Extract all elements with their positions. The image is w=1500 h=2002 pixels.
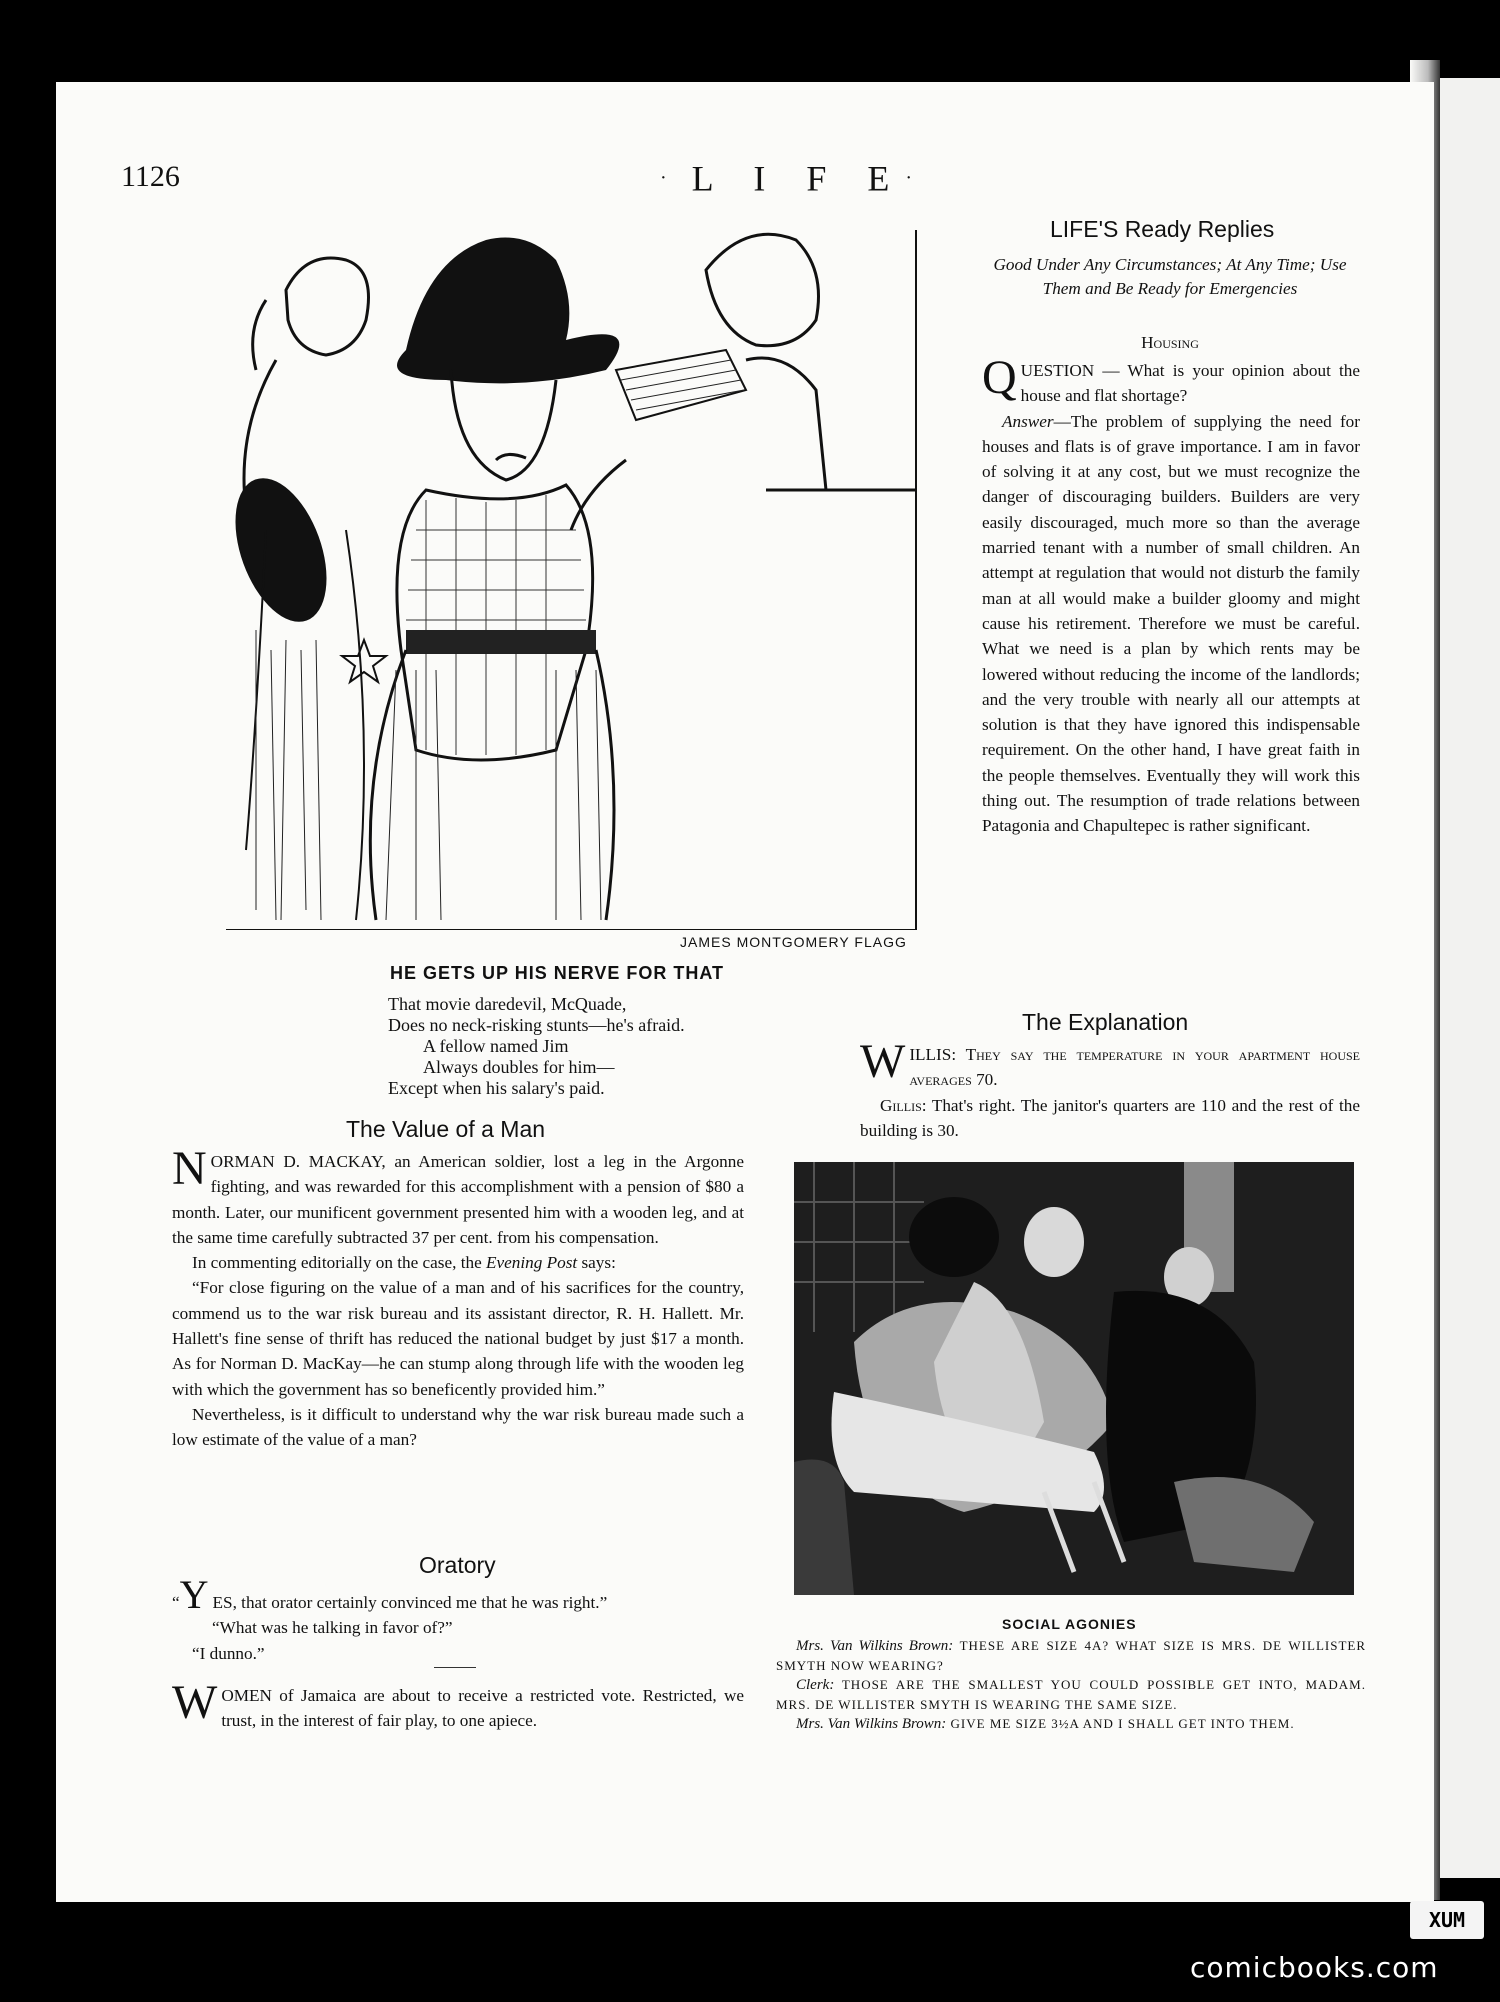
- ready-replies-subtitle: Good Under Any Circumstances; At Any Time; Use Them and Be Ready for Emergencies: [993, 255, 1347, 298]
- dialog-line: [776, 1675, 1366, 1714]
- oratory-line: “I dunno.”: [192, 1643, 265, 1663]
- newspaper-name: Evening Post: [486, 1253, 578, 1273]
- masthead: · L I F E·: [660, 158, 912, 199]
- dropcap: W: [172, 1676, 218, 1729]
- dialog-line: [776, 1636, 1366, 1675]
- cartoon-poem: [388, 994, 685, 1099]
- oratory-body: [172, 1572, 744, 1666]
- oratory-line: “What was he talking in favor of?”: [212, 1618, 453, 1638]
- quote-mark: “: [172, 1593, 180, 1612]
- dialog-text: THESE ARE SIZE 4A? WHAT SIZE IS MRS. DE WILLISTER SMYTH NOW WEARING?: [776, 1638, 1367, 1673]
- paragraph-text: OMEN of Jamaica are about to receive a restricted vote. Restricted, we trust, in the interest of fair play, to one apiece.: [221, 1686, 744, 1731]
- cartoon-illustration: [226, 230, 918, 930]
- dialog-text: THOSE ARE THE SMALLEST YOU COULD POSSIBLE GET INTO, MADAM. MRS. DE WILLISTER SMYTH IS WEARING THE SAME SIZE.: [776, 1677, 1366, 1712]
- watermark: comicbooks.com: [1190, 1951, 1439, 1984]
- paragraph-text: In commenting editorially on the case, the: [192, 1253, 487, 1273]
- dialog-text: ILLIS: They say the temperature in your apartment house averages 70.: [909, 1045, 1360, 1090]
- masthead-title: L I F E: [691, 158, 906, 199]
- poem-line: That movie daredevil, McQuade,: [388, 994, 627, 1014]
- ready-replies-body: [982, 351, 1360, 839]
- paragraph: [172, 1250, 744, 1275]
- answer-text: —The problem of supplying the need for houses and flats is of grave importance. I am in favor of solving it at any cost, but we must recognize the danger of discouraging builders. Builders are very easily discouraged, much more so than the average married tenant with a number of small children. An attempt at regulation that would not disturb the family man at all would make a builder gloomy and might cause his retirement. Therefore we must be careful. What we need is a plan by which rents may be lowered without reducing the income of the landlords; and the very trouble with nearly all our attempts at solution is that they have ignored this indispensable requirement. On the other hand, I have great faith in the people themselves. Eventually they will work this thing out. The resumption of trade relations between Patagonia and Chapultepec is rather significant.: [982, 411, 1360, 836]
- paragraph: Nevertheless, is it difficult to understand why the war risk bureau made such a low estimate of the value of a man?: [172, 1404, 744, 1450]
- section-divider: [434, 1667, 476, 1668]
- question: [982, 351, 1360, 409]
- paragraph-text: says:: [577, 1253, 616, 1273]
- cartoon-caption: HE GETS UP HIS NERVE FOR THAT: [390, 963, 725, 983]
- dropcap: W: [860, 1035, 906, 1088]
- social-agonies-illustration: [794, 1162, 1354, 1595]
- paragraph: [172, 1142, 744, 1250]
- dialog-text: : That's right. The janitor's quarters are 110 and the rest of the building is 30.: [860, 1095, 1360, 1140]
- poem-line: Except when his salary's paid.: [388, 1078, 605, 1098]
- speaker-name: Clerk:: [796, 1677, 835, 1693]
- women-paragraph: [172, 1676, 744, 1734]
- ready-replies-section: Housing: [1141, 333, 1199, 352]
- oratory-text: ES, that orator certainly convinced me that he was right.”: [212, 1593, 608, 1612]
- question-text: UESTION — What is your opinion about the house and flat shortage?: [1020, 361, 1360, 406]
- paragraph-text: ORMAN D. MACKAY, an American soldier, lost a leg in the Argonne fighting, and was rewarded for this accomplishment with a pension of $80 a month. Later, our munificent government presented him with a wooden leg, and at the same time carefully subtracted 37 per cent. from his compensation.: [172, 1152, 744, 1247]
- dialog-line: [776, 1714, 1366, 1734]
- source-badge: XUM: [1410, 1901, 1484, 1939]
- poem-line: Does no neck-risking stunts—he's afraid.: [388, 1015, 685, 1035]
- poem-line: A fellow named Jim: [388, 1036, 569, 1056]
- ready-replies-title: LIFE'S Ready Replies: [1050, 216, 1275, 242]
- answer-label: Answer: [1002, 411, 1054, 431]
- value-of-man-body: [172, 1142, 744, 1453]
- explanation-title: The Explanation: [1022, 1009, 1189, 1035]
- speaker-name: Mrs. Van Wilkins Brown:: [796, 1716, 947, 1732]
- dialog-line: [860, 1035, 1360, 1093]
- oratory-line: [172, 1572, 744, 1617]
- value-of-man-title: The Value of a Man: [346, 1116, 546, 1142]
- oratory-title: Oratory: [419, 1552, 496, 1578]
- dialog-line: [860, 1093, 1360, 1144]
- answer: [982, 409, 1360, 839]
- speaker-name: Mrs. Van Wilkins Brown:: [796, 1638, 954, 1654]
- dropcap: Q: [982, 351, 1017, 404]
- explanation-body: [860, 1035, 1360, 1143]
- dropcap: Y: [179, 1572, 209, 1617]
- adjacent-page-edge: [1440, 78, 1500, 1878]
- speaker-name: Gillis: [880, 1095, 922, 1115]
- paragraph: “For close figuring on the value of a man and of his sacrifices for the country, commend us to the war risk bureau and its assistant director, R. H. Hallett. Mr. Hallett's fine sense of thrift has reduced the national budget by just $17 a month. As for Norman D. MacKay—he can stump along through life with the wooden leg with which the government has so beneficently provided him.”: [172, 1278, 744, 1399]
- poem-line: Always doubles for him—: [388, 1057, 615, 1077]
- social-agonies-caption: SOCIAL AGONIES: [1002, 1616, 1137, 1632]
- paragraph: [172, 1676, 744, 1734]
- page-number: 1126: [121, 160, 180, 193]
- artist-signature: JAMES MONTGOMERY FLAGG: [680, 934, 907, 950]
- social-agonies-dialog: [776, 1636, 1366, 1734]
- dialog-text: GIVE ME SIZE 3½A AND I SHALL GET INTO THEM.: [946, 1716, 1295, 1731]
- dropcap: N: [172, 1142, 207, 1195]
